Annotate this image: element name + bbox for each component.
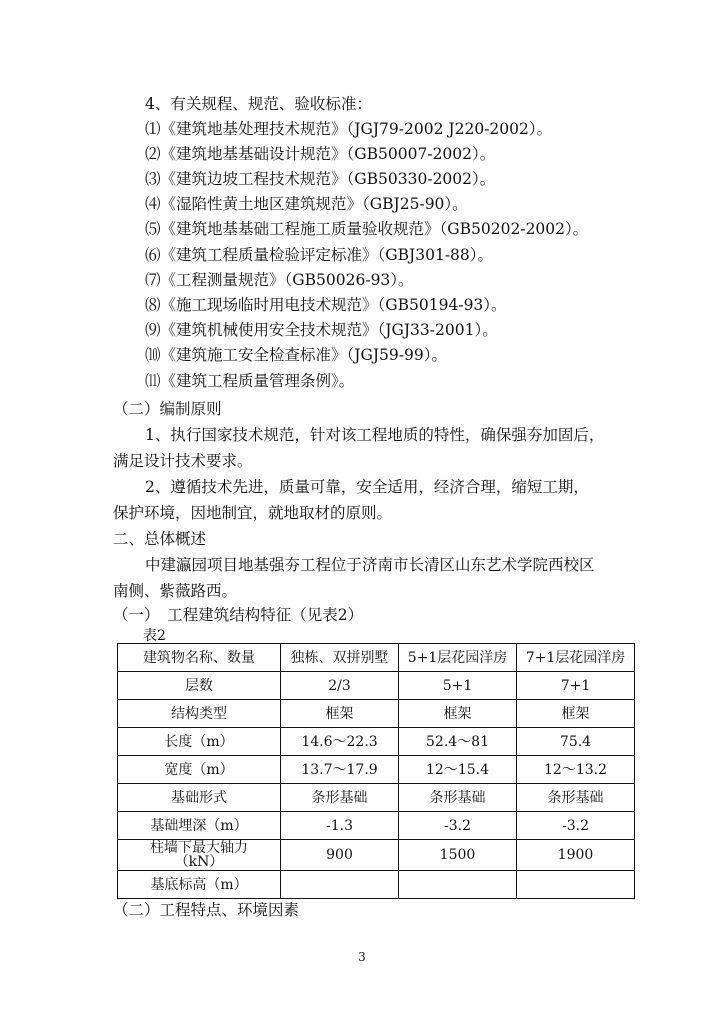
table-row bbox=[118, 840, 635, 871]
table-cell: 1500 bbox=[399, 840, 517, 871]
table-cell: 52.4～81 bbox=[399, 728, 517, 756]
table-cell: 12～13.2 bbox=[517, 756, 635, 784]
table-row-label: 宽度（m） bbox=[118, 756, 281, 784]
table-cell: 12～15.4 bbox=[399, 756, 517, 784]
table-header-cell: 独栋、双拼别墅 bbox=[281, 644, 399, 672]
paragraph-line: 1、执行国家技术规范，针对该工程地质的特性，确保强夯加固后， bbox=[145, 426, 605, 444]
table-cell: 900 bbox=[281, 840, 399, 871]
standard-item: ⑵《建筑地基基础设计规范》（GB50007-2002）。 bbox=[145, 145, 496, 163]
table-cell: 13.7～17.9 bbox=[281, 756, 399, 784]
table-row bbox=[118, 756, 635, 784]
paragraph-line: 满足设计技术要求。 bbox=[113, 452, 253, 470]
table-row-label: 长度（m） bbox=[118, 728, 281, 756]
building-structure-table bbox=[117, 643, 635, 899]
standard-item: ⑼《建筑机械使用安全技术规范》（JGJ33-2001）。 bbox=[145, 321, 498, 339]
table-row bbox=[118, 812, 635, 840]
table-row-label: 基底标高（m） bbox=[118, 871, 281, 899]
table-cell: 75.4 bbox=[517, 728, 635, 756]
table-cell: 条形基础 bbox=[281, 784, 399, 812]
table-row-label: 柱墙下最大轴力（kN） bbox=[118, 840, 281, 871]
table-row bbox=[118, 672, 635, 700]
table-header-cell: 7+1层花园洋房 bbox=[517, 644, 635, 672]
table-cell: 条形基础 bbox=[399, 784, 517, 812]
standard-item: ⑸《建筑地基基础工程施工质量验收规范》（GB50202-2002）。 bbox=[145, 220, 589, 238]
table-header-cell: 5+1层花园洋房 bbox=[399, 644, 517, 672]
table-cell: -3.2 bbox=[517, 812, 635, 840]
table-row bbox=[118, 784, 635, 812]
table-cell: -1.3 bbox=[281, 812, 399, 840]
table-cell bbox=[399, 871, 517, 899]
standard-item: ⑴《建筑地基处理技术规范》（JGJ79-2002 J220-2002）。 bbox=[145, 120, 553, 138]
standard-item: ⑶《建筑边坡工程技术规范》（GB50330-2002）。 bbox=[145, 170, 496, 188]
paragraph-line: 南侧、紫薇路西。 bbox=[113, 582, 238, 600]
section-heading: （二）工程特点、环境因素 bbox=[113, 901, 300, 919]
table-header-row bbox=[118, 644, 635, 672]
table-cell: 框架 bbox=[399, 700, 517, 728]
table-cell: 条形基础 bbox=[517, 784, 635, 812]
table-cell: 框架 bbox=[517, 700, 635, 728]
table-row-label: 基础形式 bbox=[118, 784, 281, 812]
standard-item: ⑻《施工现场临时用电技术规范》（GB50194-93）。 bbox=[145, 296, 507, 314]
paragraph-line: 保护环境，因地制宜，就地取材的原则。 bbox=[113, 504, 393, 522]
paragraph-line: 2、遵循技术先进，质量可靠，安全适用，经济合理，缩短工期， bbox=[145, 478, 589, 496]
standard-item: ⑺《工程测量规范》（GB50026-93）。 bbox=[145, 271, 414, 289]
page-number: 3 bbox=[358, 950, 366, 964]
table-cell bbox=[281, 871, 399, 899]
table-cell bbox=[517, 871, 635, 899]
standard-item: ⑾《建筑工程质量管理条例》。 bbox=[145, 372, 355, 390]
section-heading: （二）编制原则 bbox=[113, 400, 222, 418]
standard-item: ⑷《湿陷性黄土地区建筑规范》（GBJ25-90）。 bbox=[145, 195, 468, 213]
table-row bbox=[118, 700, 635, 728]
table-cell: 1900 bbox=[517, 840, 635, 871]
table-row-label: 基础埋深（m） bbox=[118, 812, 281, 840]
table-header-cell: 建筑物名称、数量 bbox=[118, 644, 281, 672]
table-row-label: 层数 bbox=[118, 672, 281, 700]
paragraph-line: 中建瀛园项目地基强夯工程位于济南市长清区山东艺术学院西校区 bbox=[145, 556, 595, 574]
section-heading: 二、总体概述 bbox=[113, 530, 207, 548]
standards-intro: 4、有关规程、规范、验收标准： bbox=[145, 95, 372, 113]
table-cell: -3.2 bbox=[399, 812, 517, 840]
standard-item: ⑹《建筑工程质量检验评定标准》（GBJ301-88）。 bbox=[145, 246, 494, 264]
table-cell: 框架 bbox=[281, 700, 399, 728]
section-heading: （一） 工程建筑结构特征（见表2） bbox=[113, 606, 364, 624]
table-row-label: 结构类型 bbox=[118, 700, 281, 728]
table-cell: 2/3 bbox=[281, 672, 399, 700]
table-row bbox=[118, 728, 635, 756]
table-row bbox=[118, 871, 635, 899]
standard-item: ⑽《建筑施工安全检查标准》（JGJ59-99）。 bbox=[145, 346, 447, 364]
table-cell: 14.6～22.3 bbox=[281, 728, 399, 756]
table-cell: 5+1 bbox=[399, 672, 517, 700]
table-cell: 7+1 bbox=[517, 672, 635, 700]
table-caption: 表2 bbox=[143, 628, 166, 644]
